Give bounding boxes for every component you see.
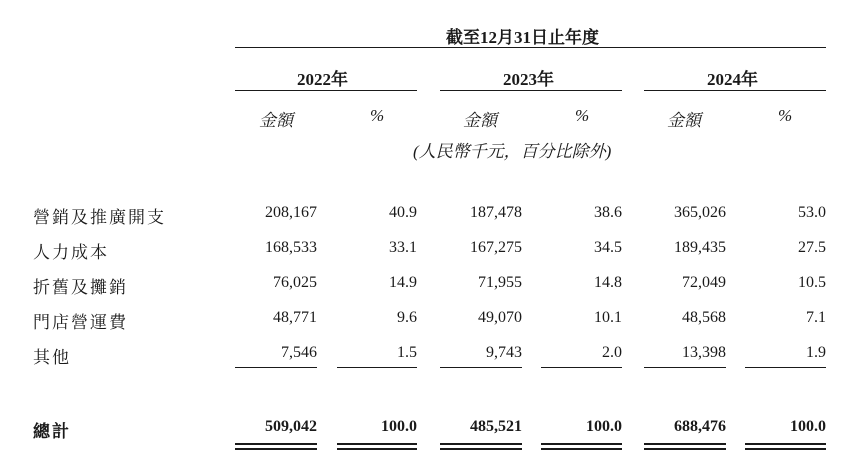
subtotal-rule-5: [644, 367, 726, 368]
amount-cell: 167,275: [470, 239, 522, 256]
total-double-rule-4a: [541, 443, 622, 445]
amount-cell: 71,955: [478, 274, 522, 291]
percent-cell: 40.9: [389, 204, 417, 221]
amount-cell: 168,533: [265, 239, 317, 256]
total-amount-cell: 485,521: [470, 418, 522, 435]
percent-cell: 7.1: [806, 309, 826, 326]
total-double-rule-1b: [235, 448, 317, 450]
amount-cell: 49,070: [478, 309, 522, 326]
percent-header-2024: %: [778, 106, 793, 125]
total-double-rule-3a: [440, 443, 522, 445]
year-rule-2022: [235, 90, 417, 91]
total-percent-cell: 100.0: [586, 418, 622, 435]
row-label: 人力成本: [33, 243, 109, 262]
subtotal-rule-2: [337, 367, 417, 368]
row-label: 門店營運費: [33, 313, 128, 332]
amount-header-2024: 金額: [667, 111, 701, 130]
percent-header-2023: %: [575, 106, 590, 125]
percent-cell: 33.1: [389, 239, 417, 256]
amount-cell: 48,568: [682, 309, 726, 326]
percent-cell: 2.0: [602, 344, 622, 361]
subtotal-rule-6: [745, 367, 826, 368]
percent-cell: 14.8: [594, 274, 622, 291]
percent-cell: 10.1: [594, 309, 622, 326]
period-header: 截至12月31日止年度: [446, 28, 599, 47]
total-percent-cell: 100.0: [790, 418, 826, 435]
total-amount-cell: 509,042: [265, 418, 317, 435]
subtotal-rule-4: [541, 367, 622, 368]
amount-header-2023: 金額: [463, 111, 497, 130]
total-double-rule-6b: [745, 448, 826, 450]
percent-cell: 1.5: [397, 344, 417, 361]
row-label: 營銷及推廣開支: [33, 208, 166, 227]
year-rule-2023: [440, 90, 622, 91]
total-double-rule-4b: [541, 448, 622, 450]
row-label: 其他: [33, 348, 71, 367]
amount-cell: 72,049: [682, 274, 726, 291]
amount-header-2022: 金額: [259, 111, 293, 130]
total-percent-cell: 100.0: [381, 418, 417, 435]
period-header-rule: [235, 47, 826, 48]
amount-cell: 13,398: [682, 344, 726, 361]
unit-note: (人民幣千元，百分比除外): [413, 142, 612, 161]
percent-cell: 27.5: [798, 239, 826, 256]
percent-cell: 14.9: [389, 274, 417, 291]
total-double-rule-1a: [235, 443, 317, 445]
total-double-rule-6a: [745, 443, 826, 445]
percent-header-2022: %: [370, 106, 385, 125]
year-rule-2024: [644, 90, 826, 91]
amount-cell: 7,546: [281, 344, 317, 361]
total-double-rule-5a: [644, 443, 726, 445]
subtotal-rule-1: [235, 367, 317, 368]
year-header-2022: 2022年: [297, 70, 348, 89]
amount-cell: 365,026: [674, 204, 726, 221]
total-double-rule-2b: [337, 448, 417, 450]
row-label: 折舊及攤銷: [33, 278, 128, 297]
percent-cell: 10.5: [798, 274, 826, 291]
percent-cell: 53.0: [798, 204, 826, 221]
percent-cell: 1.9: [806, 344, 826, 361]
total-double-rule-3b: [440, 448, 522, 450]
percent-cell: 38.6: [594, 204, 622, 221]
amount-cell: 48,771: [273, 309, 317, 326]
subtotal-rule-3: [440, 367, 522, 368]
total-double-rule-2a: [337, 443, 417, 445]
total-label: 總計: [33, 422, 71, 441]
amount-cell: 76,025: [273, 274, 317, 291]
total-double-rule-5b: [644, 448, 726, 450]
percent-cell: 9.6: [397, 309, 417, 326]
year-header-2024: 2024年: [707, 70, 758, 89]
year-header-2023: 2023年: [503, 70, 554, 89]
amount-cell: 9,743: [486, 344, 522, 361]
total-amount-cell: 688,476: [674, 418, 726, 435]
amount-cell: 187,478: [470, 204, 522, 221]
amount-cell: 189,435: [674, 239, 726, 256]
percent-cell: 34.5: [594, 239, 622, 256]
amount-cell: 208,167: [265, 204, 317, 221]
